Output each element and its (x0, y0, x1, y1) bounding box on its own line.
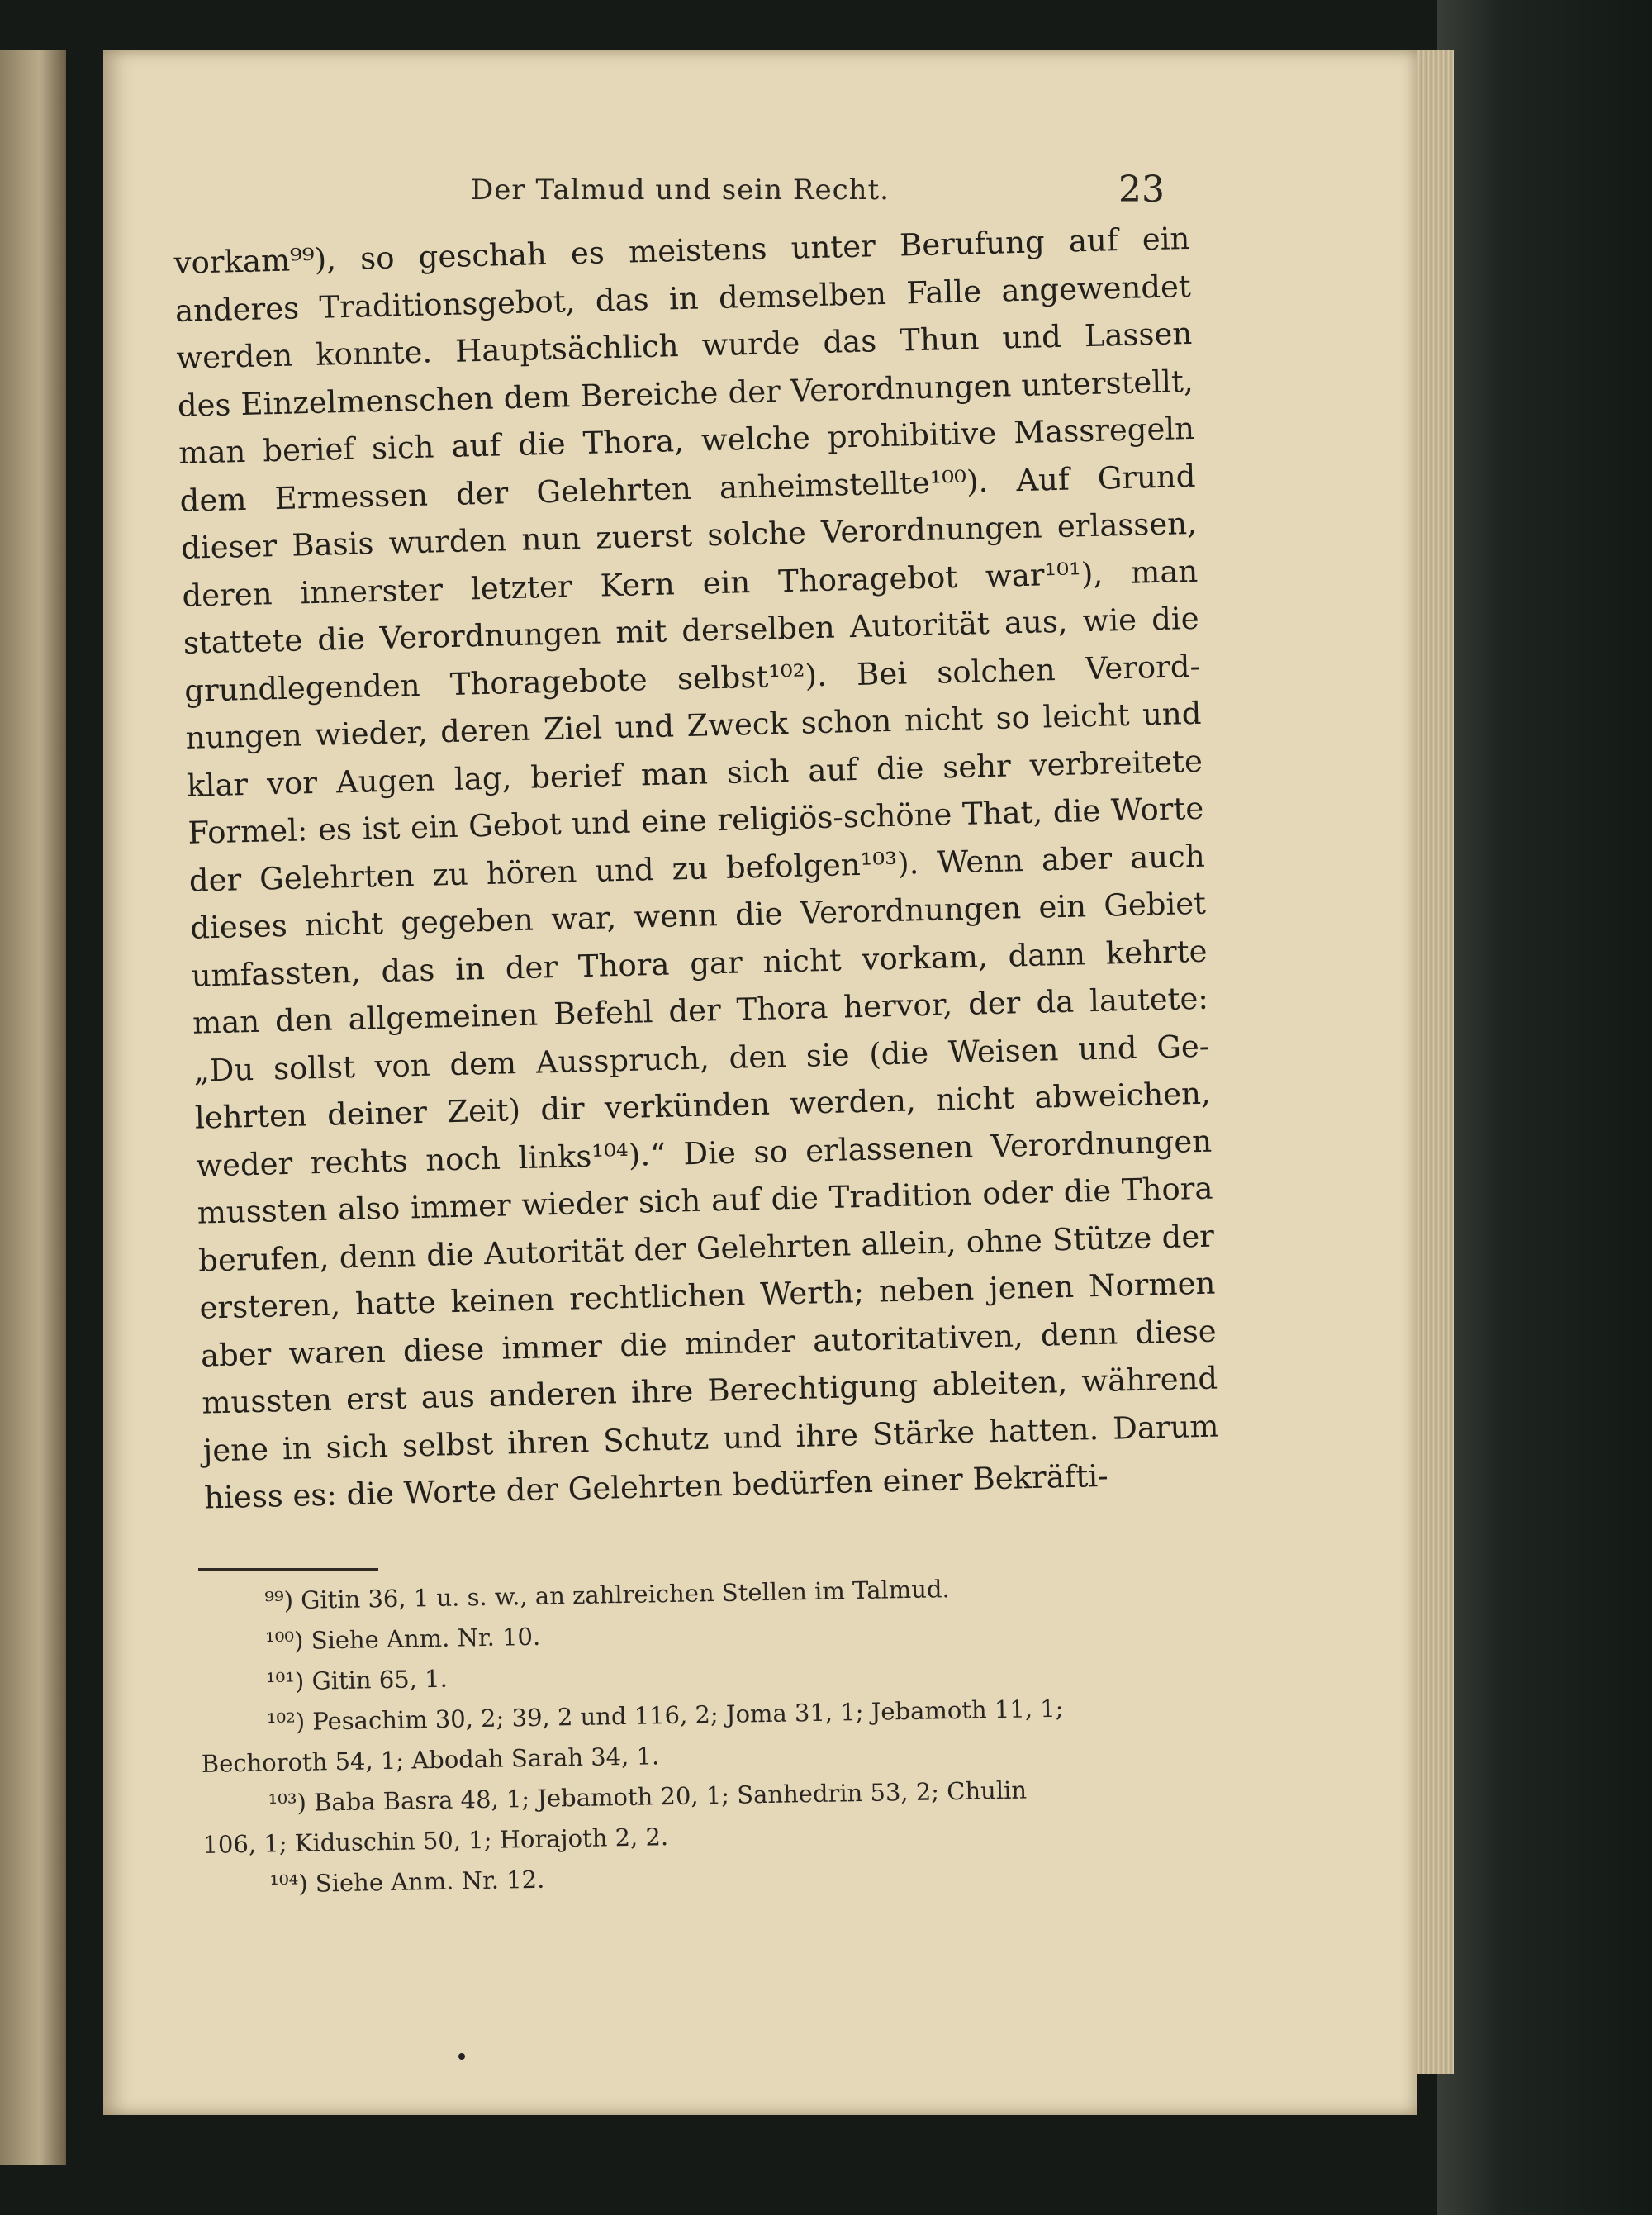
body-line: werden konnte. Hauptsächlich wurde das Thun und Lassen (175, 315, 1193, 376)
body-line: hiess es: die Worte der Gelehrten bedürfen einer Bekräfti- (203, 1457, 1109, 1516)
body-line: mussten erst aus anderen ihre Berechtigung ableiten, während (201, 1360, 1218, 1421)
body-line: deren innerster letzter Kern ein Thoragebot war¹⁰¹), man (182, 553, 1199, 614)
body-line: klar vor Augen lag, berief man sich auf die sehr verbreitete (186, 743, 1203, 804)
body-line: stattete die Verordnungen mit derselben Autorität aus, wie die (183, 600, 1200, 661)
body-line: anderes Traditionsgebot, das in demselben Falle angewendet (174, 268, 1192, 329)
body-line: jene in sich selbst ihren Schutz und ihre Stärke hatten. Darum (202, 1408, 1219, 1469)
running-title: Der Talmud und sein Recht. (471, 173, 890, 207)
body-line: des Einzelmenschen dem Bereiche der Verordnungen unterstellt, (177, 363, 1194, 424)
body-line: „Du sollst von dem Ausspruch, den sie (die Weisen und Ge- (193, 1028, 1210, 1089)
body-line: man berief sich auf die Thora, welche prohibitive Massregeln (178, 410, 1195, 471)
body-line: aber waren diese immer die minder autoritativen, denn diese (200, 1313, 1218, 1374)
body-line: dieses nicht gegeben war, wenn die Verordnungen ein Gebiet (189, 885, 1207, 946)
body-line: der Gelehrten zu hören und zu befolgen¹⁰³). Wenn aber auch (188, 838, 1206, 899)
body-line: dem Ermessen der Gelehrten anheimstellte¹⁰⁰). Auf Grund (179, 458, 1196, 519)
footnote: ⁹⁹) Gitin 36, 1 u. s. w., an zahlreichen Stellen im Talmud. (264, 1575, 950, 1615)
body-text (173, 215, 1221, 1522)
running-head (471, 169, 1297, 215)
footnote: ¹⁰¹) Gitin 65, 1. (265, 1664, 449, 1696)
page-number: 23 (1118, 169, 1165, 211)
footnote: ¹⁰²) Pesachim 30, 2; 39, 2 und 116, 2; Joma 31, 1; Jebamoth 11, 1; (266, 1694, 1064, 1737)
body-line: Formel: es ist ein Gebot und eine religiös-schöne That, die Worte (188, 790, 1204, 851)
footnotes (198, 1565, 1220, 1906)
body-line: lehrten deiner Zeit) dir verkünden werden, nicht abweichen, (194, 1075, 1212, 1136)
footnote-continuation: 106, 1; Kiduschin 50, 1; Horajoth 2, 2. (202, 1823, 669, 1859)
ink-dot (458, 2053, 465, 2060)
body-line: berufen, denn die Autorität der Gelehrten allein, ohne Stütze der (197, 1218, 1215, 1279)
body-line: mussten also immer wieder sich auf die Tradition oder die Thora (197, 1170, 1213, 1231)
body-line: man den allgemeinen Befehl der Thora hervor, der da lautete: (192, 980, 1209, 1041)
body-line: grundlegenden Thoragebote selbst¹⁰²). Bei solchen Verord- (183, 648, 1201, 709)
body-line: ersteren, hatte keinen rechtlichen Werth; neben jenen Normen (199, 1265, 1216, 1326)
footnote-continuation: Bechoroth 54, 1; Abodah Sarah 34, 1. (201, 1742, 660, 1778)
left-page-edge (0, 50, 66, 2165)
body-line: nungen wieder, deren Ziel und Zweck schon nicht so leicht und (185, 695, 1202, 756)
body-line: umfassten, das in der Thora gar nicht vorkam, dann kehrte (191, 933, 1208, 994)
book-cover-right (1437, 0, 1652, 2215)
body-line: dieser Basis wurden nun zuerst solche Verordnungen erlassen, (180, 505, 1198, 566)
footnote-rule (198, 1568, 378, 1571)
footnote: ¹⁰⁰) Siehe Anm. Nr. 10. (264, 1622, 541, 1656)
body-line: vorkam⁹⁹), so geschah es meistens unter Berufung auf ein (173, 220, 1190, 281)
body-line: weder rechts noch links¹⁰⁴).“ Die so erlassenen Verordnungen (195, 1123, 1213, 1184)
footnote: ¹⁰⁴) Siehe Anm. Nr. 12. (269, 1865, 545, 1899)
footnote: ¹⁰³) Baba Basra 48, 1; Jebamoth 20, 1; Sanhedrin 53, 2; Chulin (268, 1775, 1028, 1818)
